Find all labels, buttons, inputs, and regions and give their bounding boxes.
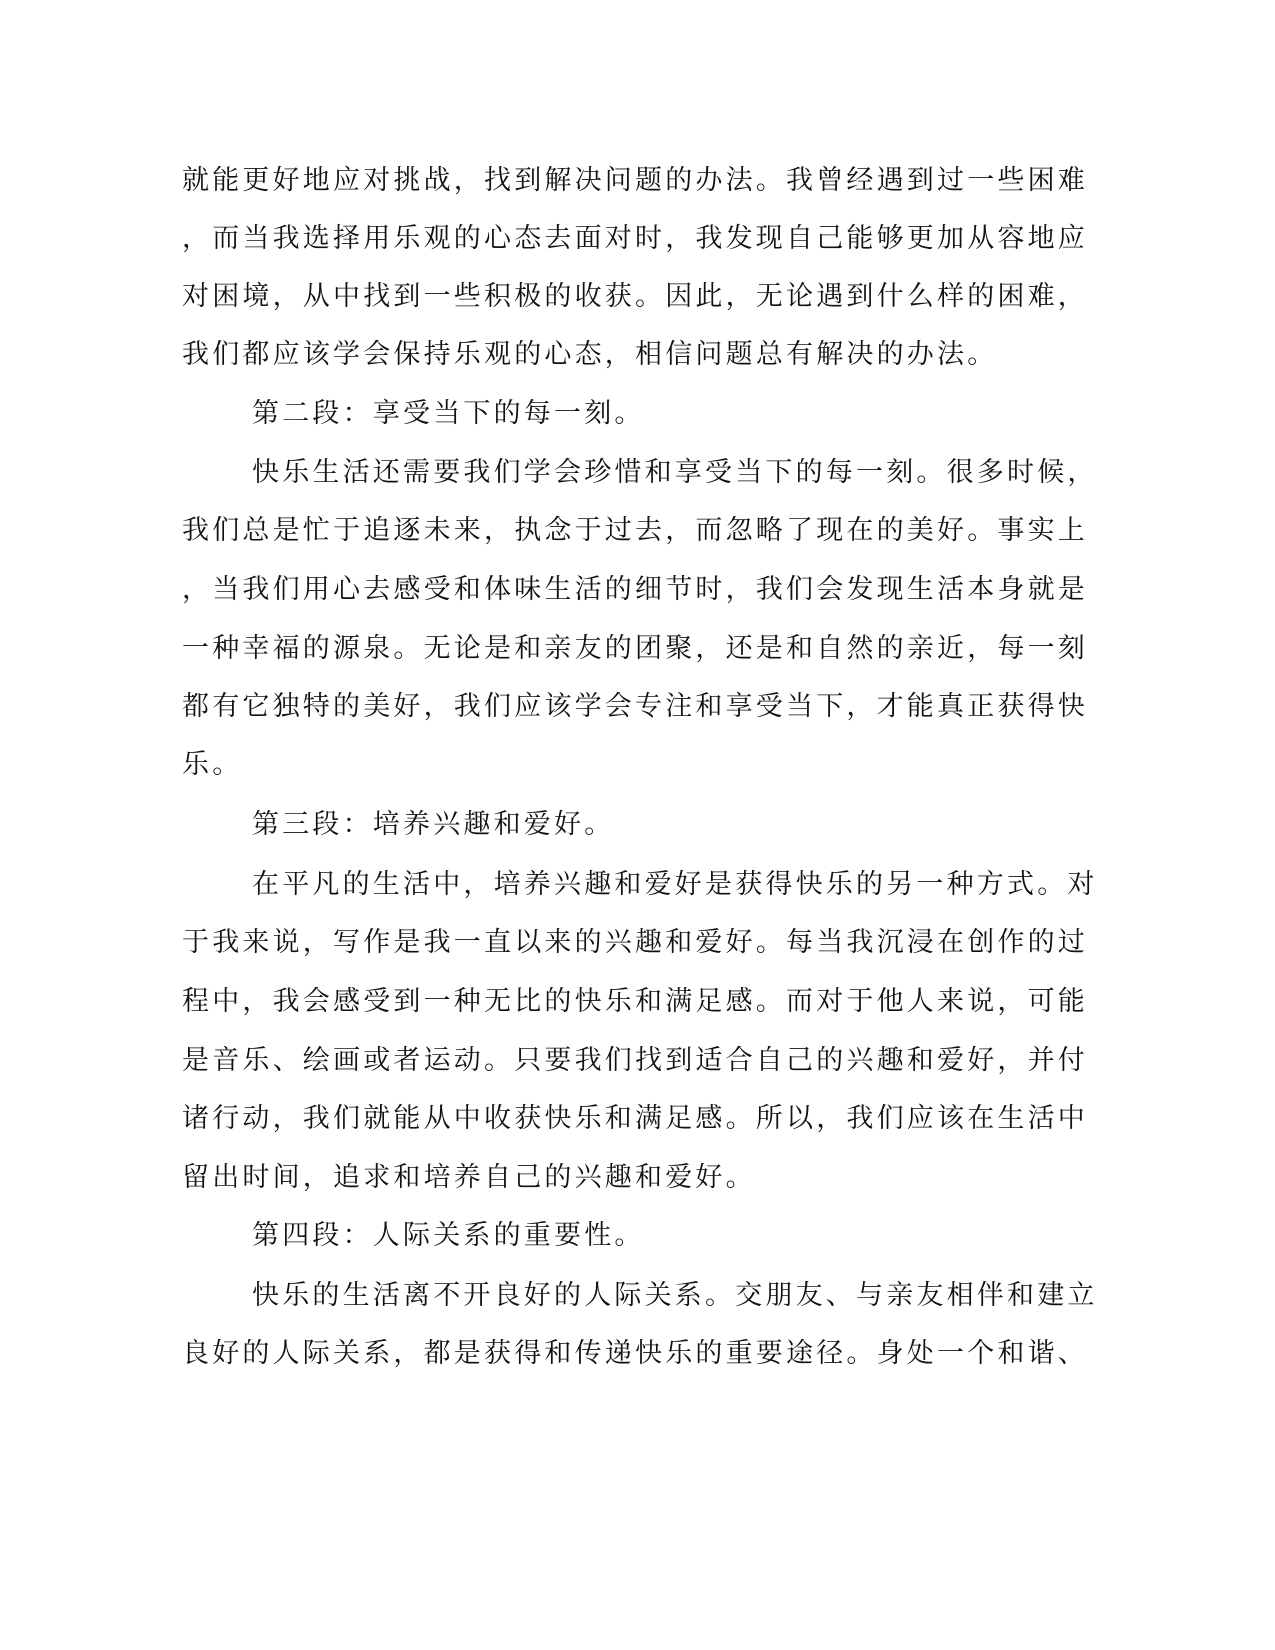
section-heading: 第四段：人际关系的重要性。 [252,1220,645,1251]
text-line: ，当我们用心去感受和体味生活的细节时，我们会发现生活本身就是 [182,574,1088,605]
text-line: 一种幸福的源泉。无论是和亲友的团聚，还是和自然的亲近，每一刻 [182,633,1088,664]
text-line: 我们总是忙于追逐未来，执念于过去，而忽略了现在的美好。事实上 [182,515,1088,546]
text-line: 对困境，从中找到一些积极的收获。因此，无论遇到什么样的困难， [182,281,1088,312]
section-heading: 第二段：享受当下的每一刻。 [252,398,645,429]
text-line: 良好的人际关系，都是获得和传递快乐的重要途径。身处一个和谐、 [182,1338,1088,1369]
text-line: 于我来说，写作是我一直以来的兴趣和爱好。每当我沉浸在创作的过 [182,927,1088,958]
text-line: ，而当我选择用乐观的心态去面对时，我发现自己能够更加从容地应 [182,223,1088,254]
text-line: 在平凡的生活中，培养兴趣和爱好是获得快乐的另一种方式。对 [252,869,1098,900]
text-line: 我们都应该学会保持乐观的心态，相信问题总有解决的办法。 [182,339,998,370]
text-line: 诸行动，我们就能从中收获快乐和满足感。所以，我们应该在生活中 [182,1103,1088,1134]
text-line: 乐。 [182,749,243,780]
text-line: 快乐生活还需要我们学会珍惜和享受当下的每一刻。很多时候， [252,457,1098,488]
text-line: 都有它独特的美好，我们应该学会专注和享受当下，才能真正获得快 [182,691,1088,722]
text-line: 就能更好地应对挑战，找到解决问题的办法。我曾经遇到过一些困难 [182,165,1088,196]
text-line: 程中，我会感受到一种无比的快乐和满足感。而对于他人来说，可能 [182,986,1088,1017]
text-line: 快乐的生活离不开良好的人际关系。交朋友、与亲友相伴和建立 [252,1280,1098,1311]
text-line: 留出时间，追求和培养自己的兴趣和爱好。 [182,1162,756,1193]
section-heading: 第三段：培养兴趣和爱好。 [252,809,615,840]
text-line: 是音乐、绘画或者运动。只要我们找到适合自己的兴趣和爱好，并付 [182,1045,1088,1076]
